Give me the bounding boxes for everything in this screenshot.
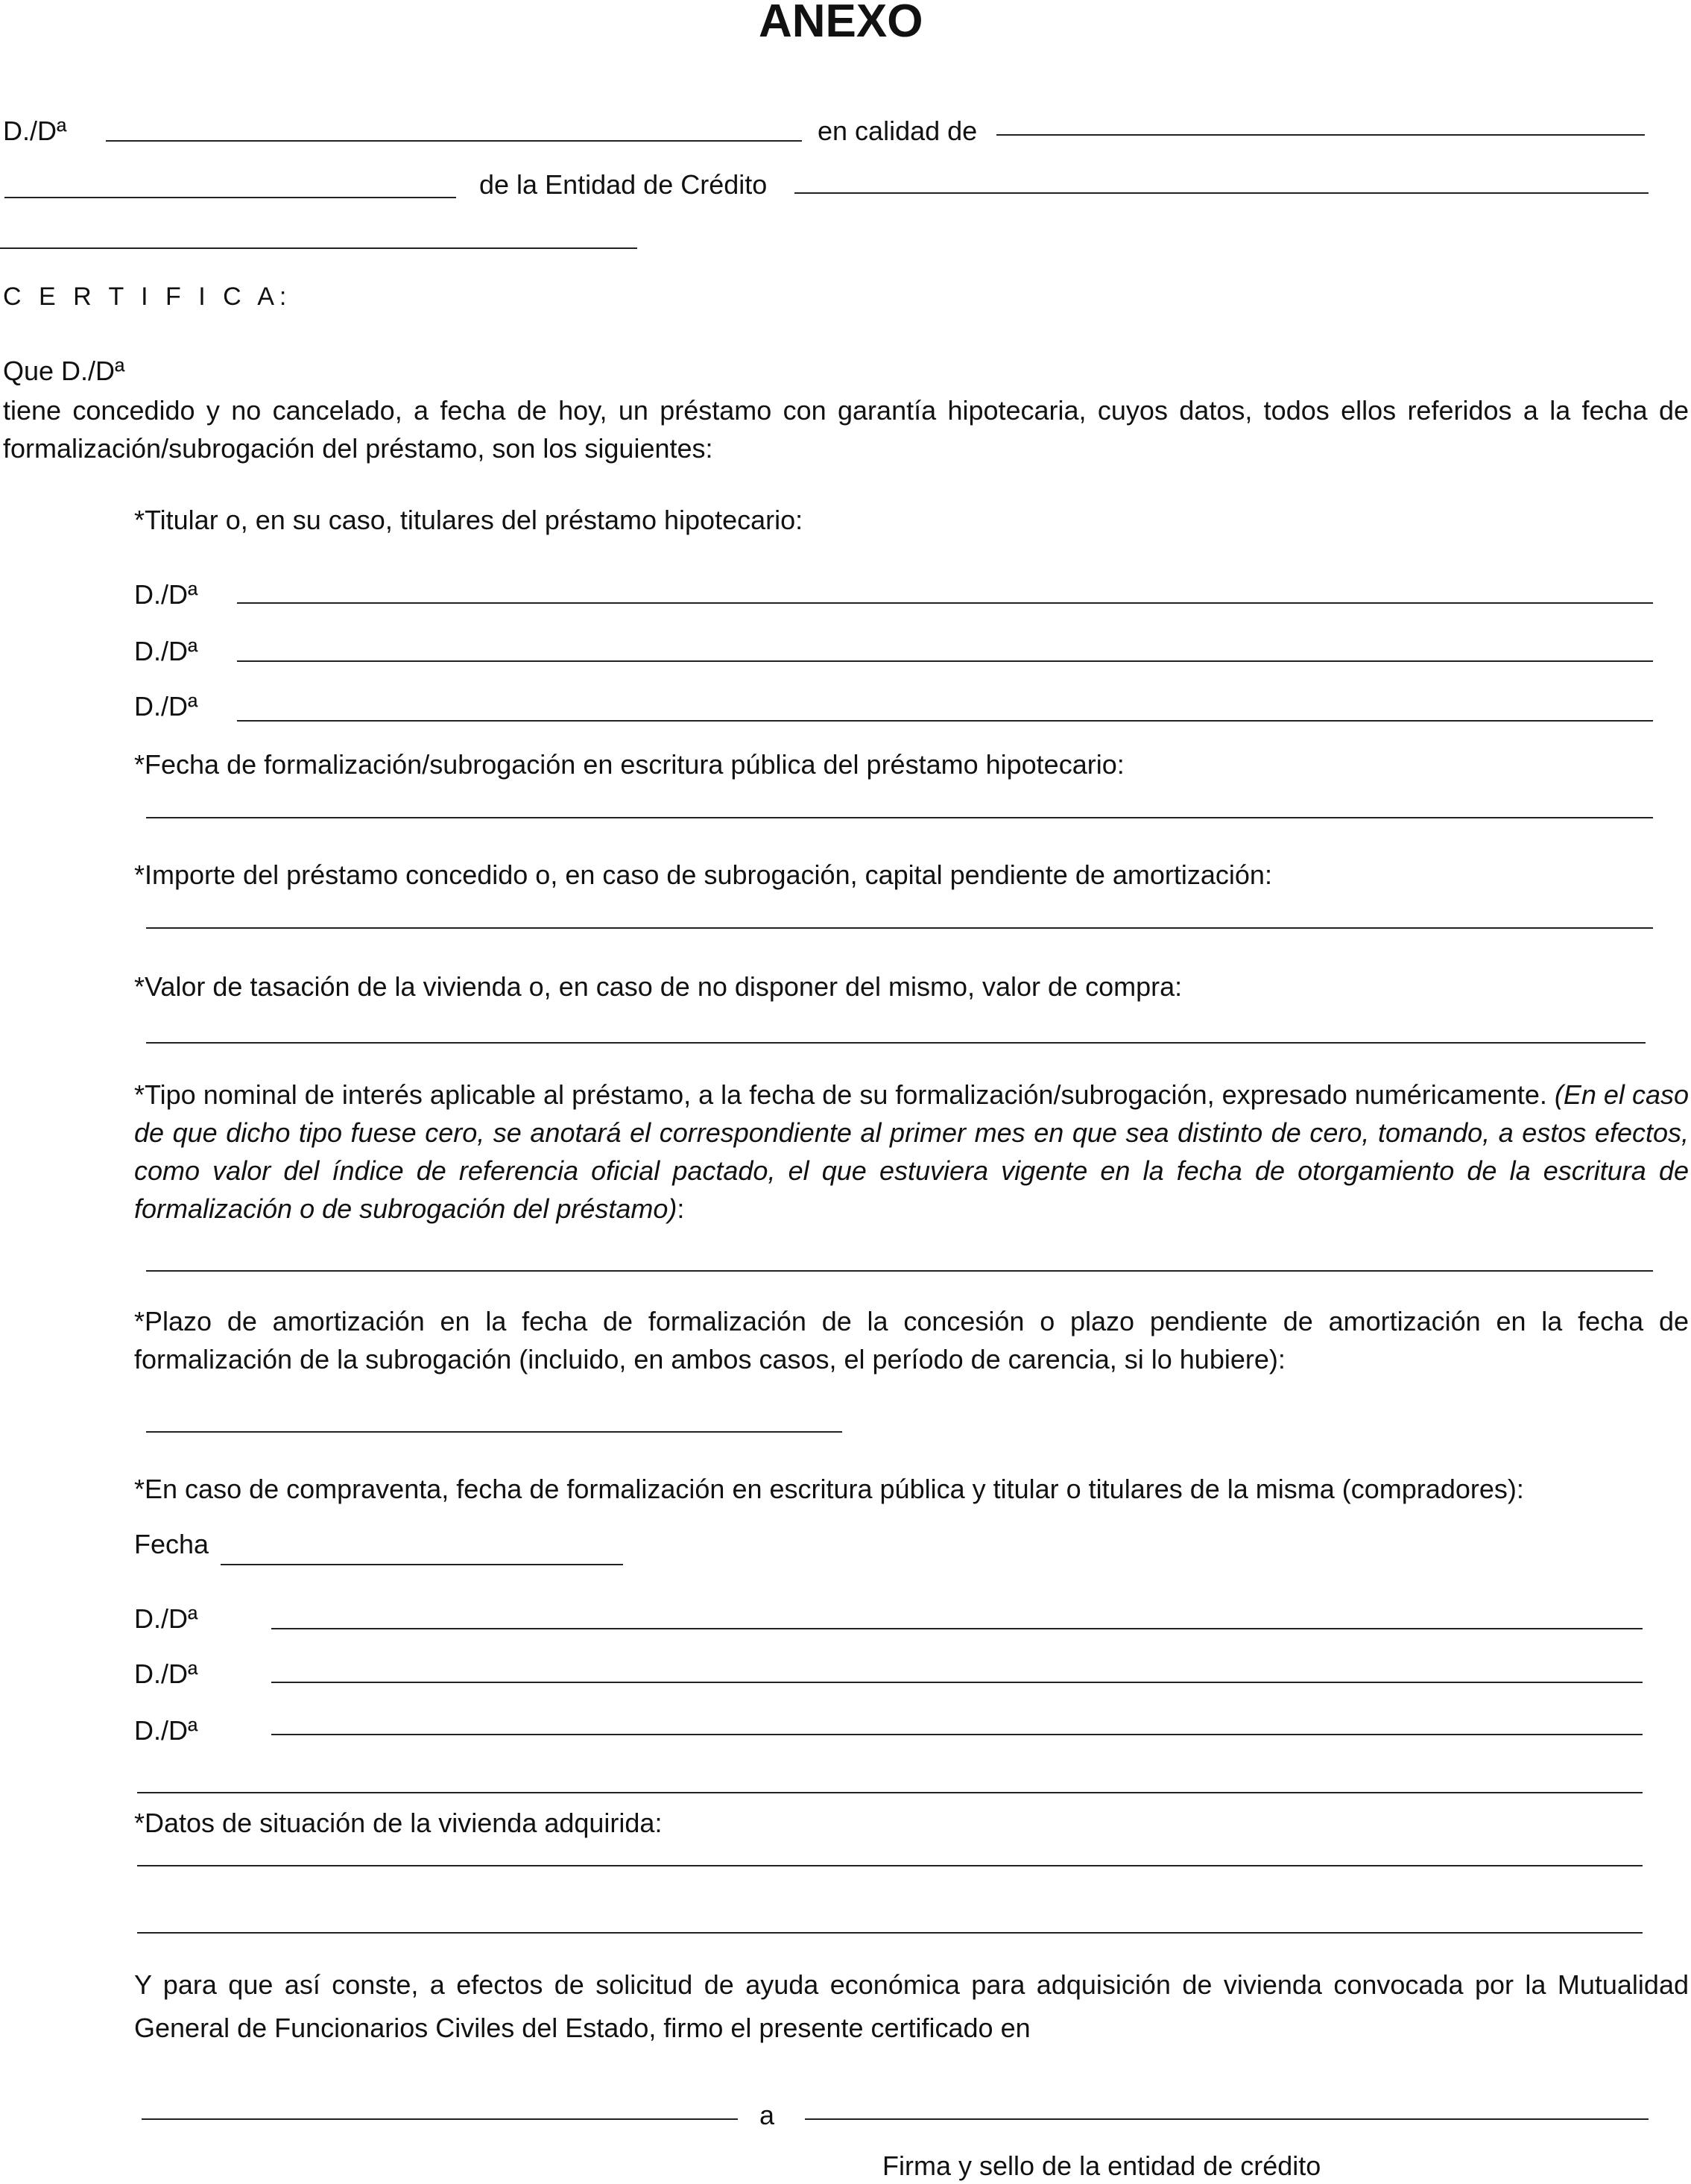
firma-label: Firma y sello de la entidad de crédito [882,2150,1321,2181]
comprador-label: D./Dª [134,1715,198,1746]
plazo-paragraph: *Plazo de amortización en la fecha de formalización de la concesión o plazo pendiente de amortización en la fecha de formalización de la subrogación (incluido, en ambos casos, el período de carencia, si lo hubiere): [134,1306,1689,1375]
capacity-field[interactable] [996,134,1645,136]
titular-field[interactable] [237,660,1653,662]
tipo-paragraph [134,1076,1689,1228]
compraventa-fecha-field[interactable] [221,1564,623,1565]
compraventa-fecha-label: Fecha [134,1529,209,1559]
intro-paragraph: tiene concedido y no cancelado, a fecha de hoy, un préstamo con garantía hipotecaria, cuyos datos, todos ellos referidos a la fecha de formalización/subrogación del préstamo, son los siguientes: [3,395,1689,464]
comprador-field-extra[interactable] [137,1792,1643,1793]
titular-label: D./Dª [134,636,198,666]
closing-paragraph: Y para que así conste, a efectos de solicitud de ayuda económica para adquisición de vivienda convocada por la Mutualidad General de Funcionarios Civiles del Estado, firmo el presente certificado en [134,1969,1689,2043]
datos-situacion-label: *Datos de situación de la vivienda adquirida: [134,1808,663,1838]
valor-field[interactable] [146,1042,1646,1044]
comprador-label: D./Dª [134,1603,198,1634]
tipo-main: *Tipo nominal de interés aplicable al préstamo, a la fecha de su formalización/subrogación, expresado numéricamente. [134,1079,1547,1110]
en-calidad-label: en calidad de [818,116,978,146]
tipo-note: (En el caso de que dicho tipo fuese cero, se anotará el correspondiente al primer mes en que sea distinto de cero, tomando, a estos efectos, como valor del índice de referencia oficial pactado, el que estuviera vigente en la fecha de otorgamiento de la escritura de formalización o de subrogación del préstamo) [134,1079,1689,1224]
comprador-field[interactable] [271,1682,1643,1683]
datos-situacion-field[interactable] [137,1932,1643,1934]
certifica-heading: C E R T I F I C A: [3,283,292,311]
entity-field[interactable] [794,192,1649,194]
entidad-label: de la Entidad de Crédito [479,169,768,200]
titular-label: D./Dª [134,579,198,610]
comprador-label: D./Dª [134,1658,198,1689]
tipo-field[interactable] [146,1270,1653,1272]
tipo-end: : [677,1193,685,1224]
plazo-field[interactable] [146,1431,842,1433]
dd-label: D./Dª [3,116,67,146]
importe-label: *Importe del préstamo concedido o, en caso de subrogación, capital pendiente de amortización: [134,859,1272,890]
que-label: Que D./Dª [3,356,125,386]
compraventa-label: *En caso de compraventa, fecha de formalización en escritura pública y titular o titulares de la misma (compradores): [134,1474,1524,1504]
titulares-label: *Titular o, en su caso, titulares del préstamo hipotecario: [134,505,803,535]
capacity-field-cont[interactable] [4,197,456,198]
fecha-formalizacion-field[interactable] [146,817,1653,818]
name-field[interactable] [106,140,802,142]
fecha-formalizacion-label: *Fecha de formalización/subrogación en escritura pública del préstamo hipotecario: [134,749,1125,780]
titular-field[interactable] [237,602,1653,604]
titular-label: D./Dª [134,691,198,722]
comprador-field[interactable] [271,1628,1643,1629]
page-title: ANEXO [759,0,923,47]
date-field[interactable] [805,2118,1649,2120]
titular-field[interactable] [237,720,1653,722]
comprador-field[interactable] [271,1734,1643,1735]
a-label: a [759,2100,775,2130]
valor-label: *Valor de tasación de la vivienda o, en caso de no disponer del mismo, valor de compra: [134,971,1183,1002]
entity-field-cont[interactable] [0,247,637,249]
place-field[interactable] [142,2118,738,2120]
datos-situacion-field[interactable] [137,1865,1643,1866]
importe-field[interactable] [146,927,1653,929]
